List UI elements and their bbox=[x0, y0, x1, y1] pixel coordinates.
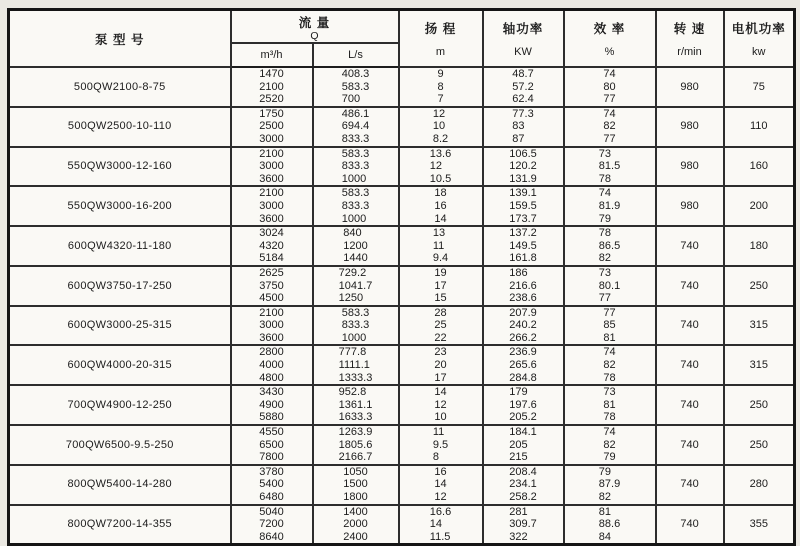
cell-motor-power: 200 bbox=[724, 186, 795, 226]
cell-pump-model: 800QW7200-14-355 bbox=[9, 505, 231, 545]
cell-pump-model: 800QW5400-14-280 bbox=[9, 465, 231, 505]
cell-shaft-power: 208.4 234.1 258.2 bbox=[483, 465, 564, 505]
cell-efficiency: 74 82 78 bbox=[564, 345, 656, 385]
table-row bbox=[9, 67, 795, 107]
table-row bbox=[9, 186, 795, 226]
col-subheader-flow-m3h: m³/h bbox=[231, 43, 313, 67]
cell-head: 12 10 8.2 bbox=[399, 107, 483, 147]
cell-pump-model: 500QW2100-8-75 bbox=[9, 67, 231, 107]
head-label: 扬 程 bbox=[424, 21, 457, 36]
cell-efficiency: 74 82 79 bbox=[564, 425, 656, 465]
cell-flow-ls: 583.3 833.3 1000 bbox=[313, 306, 399, 346]
table-row bbox=[9, 385, 795, 425]
cell-motor-power: 75 bbox=[724, 67, 795, 107]
cell-efficiency: 73 80.1 77 bbox=[564, 266, 656, 306]
cell-head: 28 25 22 bbox=[399, 306, 483, 346]
cell-efficiency: 74 82 77 bbox=[564, 107, 656, 147]
cell-flow-ls: 408.3 583.3 700 bbox=[313, 67, 399, 107]
pump-spec-table bbox=[7, 8, 796, 546]
col-header-flow bbox=[231, 10, 399, 44]
cell-head: 13.6 12 10.5 bbox=[399, 147, 483, 187]
table-row bbox=[9, 425, 795, 465]
cell-speed: 740 bbox=[656, 266, 724, 306]
cell-speed: 740 bbox=[656, 306, 724, 346]
cell-efficiency: 74 81.9 79 bbox=[564, 186, 656, 226]
cell-motor-power: 315 bbox=[724, 306, 795, 346]
cell-motor-power: 280 bbox=[724, 465, 795, 505]
table-header bbox=[9, 10, 795, 68]
cell-shaft-power: 207.9 240.2 266.2 bbox=[483, 306, 564, 346]
cell-flow-m3h: 3430 4900 5880 bbox=[231, 385, 313, 425]
cell-shaft-power: 137.2 149.5 161.8 bbox=[483, 226, 564, 266]
col-header-speed bbox=[656, 10, 724, 68]
cell-speed: 980 bbox=[656, 107, 724, 147]
cell-flow-m3h: 2100 3000 3600 bbox=[231, 147, 313, 187]
table-row bbox=[9, 505, 795, 545]
cell-flow-ls: 840 1200 1440 bbox=[313, 226, 399, 266]
cell-flow-ls: 1263.9 1805.6 2166.7 bbox=[313, 425, 399, 465]
cell-flow-m3h: 2800 4000 4800 bbox=[231, 345, 313, 385]
cell-pump-model: 550QW3000-12-160 bbox=[9, 147, 231, 187]
cell-efficiency: 74 80 77 bbox=[564, 67, 656, 107]
cell-head: 9 8 7 bbox=[399, 67, 483, 107]
col-header-pump-model: 泵 型 号 bbox=[9, 10, 231, 68]
cell-speed: 740 bbox=[656, 465, 724, 505]
col-header-head bbox=[399, 10, 483, 68]
cell-motor-power: 315 bbox=[724, 345, 795, 385]
cell-shaft-power: 106.5 120.2 131.9 bbox=[483, 147, 564, 187]
cell-motor-power: 110 bbox=[724, 107, 795, 147]
col-header-shaft-power bbox=[483, 10, 564, 68]
efficiency-unit: % bbox=[604, 45, 615, 58]
motor-power-label: 电机功率 bbox=[731, 21, 786, 36]
cell-flow-ls: 729.2 1041.7 1250 bbox=[313, 266, 399, 306]
cell-flow-m3h: 2625 3750 4500 bbox=[231, 266, 313, 306]
cell-flow-m3h: 5040 7200 8640 bbox=[231, 505, 313, 545]
cell-flow-m3h: 3780 5400 6480 bbox=[231, 465, 313, 505]
cell-flow-ls: 1400 2000 2400 bbox=[313, 505, 399, 545]
cell-head: 23 20 17 bbox=[399, 345, 483, 385]
cell-head: 16 14 12 bbox=[399, 465, 483, 505]
cell-head: 13 11 9.4 bbox=[399, 226, 483, 266]
cell-head: 18 16 14 bbox=[399, 186, 483, 226]
cell-pump-model: 550QW3000-16-200 bbox=[9, 186, 231, 226]
speed-unit: r/min bbox=[677, 45, 702, 58]
efficiency-label: 效 率 bbox=[593, 21, 626, 36]
cell-shaft-power: 184.1 205 215 bbox=[483, 425, 564, 465]
cell-shaft-power: 139.1 159.5 173.7 bbox=[483, 186, 564, 226]
cell-motor-power: 355 bbox=[724, 505, 795, 545]
cell-speed: 740 bbox=[656, 385, 724, 425]
cell-flow-ls: 777.8 1111.1 1333.3 bbox=[313, 345, 399, 385]
cell-flow-m3h: 4550 6500 7800 bbox=[231, 425, 313, 465]
cell-pump-model: 600QW3750-17-250 bbox=[9, 266, 231, 306]
cell-efficiency: 73 81 78 bbox=[564, 385, 656, 425]
table-row bbox=[9, 107, 795, 147]
cell-speed: 980 bbox=[656, 186, 724, 226]
col-subheader-flow-ls: L/s bbox=[313, 43, 399, 67]
cell-shaft-power: 281 309.7 322 bbox=[483, 505, 564, 545]
cell-speed: 980 bbox=[656, 67, 724, 107]
cell-shaft-power: 236.9 265.6 284.8 bbox=[483, 345, 564, 385]
cell-flow-m3h: 2100 3000 3600 bbox=[231, 306, 313, 346]
cell-efficiency: 73 81.5 78 bbox=[564, 147, 656, 187]
cell-efficiency: 77 85 81 bbox=[564, 306, 656, 346]
cell-pump-model: 600QW4000-20-315 bbox=[9, 345, 231, 385]
table-row bbox=[9, 306, 795, 346]
cell-motor-power: 250 bbox=[724, 425, 795, 465]
col-header-efficiency bbox=[564, 10, 656, 68]
table-body bbox=[9, 67, 795, 545]
cell-motor-power: 250 bbox=[724, 385, 795, 425]
cell-shaft-power: 179 197.6 205.2 bbox=[483, 385, 564, 425]
table-row bbox=[9, 465, 795, 505]
cell-pump-model: 500QW2500-10-110 bbox=[9, 107, 231, 147]
shaft-power-unit: KW bbox=[514, 45, 532, 58]
cell-flow-m3h: 3024 4320 5184 bbox=[231, 226, 313, 266]
cell-speed: 980 bbox=[656, 147, 724, 187]
cell-pump-model: 600QW4320-11-180 bbox=[9, 226, 231, 266]
table-row bbox=[9, 226, 795, 266]
table-row bbox=[9, 345, 795, 385]
cell-flow-ls: 583.3 833.3 1000 bbox=[313, 186, 399, 226]
cell-pump-model: 700QW6500-9.5-250 bbox=[9, 425, 231, 465]
cell-speed: 740 bbox=[656, 345, 724, 385]
cell-head: 14 12 10 bbox=[399, 385, 483, 425]
speed-label: 转 速 bbox=[673, 21, 706, 36]
shaft-power-label: 轴功率 bbox=[502, 21, 544, 36]
cell-pump-model: 700QW4900-12-250 bbox=[9, 385, 231, 425]
cell-flow-ls: 952.8 1361.1 1633.3 bbox=[313, 385, 399, 425]
cell-head: 19 17 15 bbox=[399, 266, 483, 306]
cell-flow-m3h: 2100 3000 3600 bbox=[231, 186, 313, 226]
flow-symbol: Q bbox=[310, 30, 319, 42]
head-unit: m bbox=[435, 45, 446, 58]
cell-shaft-power: 186 216.6 238.6 bbox=[483, 266, 564, 306]
cell-efficiency: 78 86.5 82 bbox=[564, 226, 656, 266]
cell-flow-m3h: 1750 2500 3000 bbox=[231, 107, 313, 147]
cell-flow-ls: 486.1 694.4 833.3 bbox=[313, 107, 399, 147]
cell-motor-power: 160 bbox=[724, 147, 795, 187]
cell-shaft-power: 48.7 57.2 62.4 bbox=[483, 67, 564, 107]
col-header-motor-power bbox=[724, 10, 795, 68]
cell-head: 11 9.5 8 bbox=[399, 425, 483, 465]
motor-power-unit: kw bbox=[752, 45, 766, 58]
table-row bbox=[9, 266, 795, 306]
cell-flow-ls: 1050 1500 1800 bbox=[313, 465, 399, 505]
cell-speed: 740 bbox=[656, 505, 724, 545]
cell-flow-m3h: 1470 2100 2520 bbox=[231, 67, 313, 107]
cell-shaft-power: 77.3 83 87 bbox=[483, 107, 564, 147]
cell-motor-power: 250 bbox=[724, 266, 795, 306]
cell-flow-ls: 583.3 833.3 1000 bbox=[313, 147, 399, 187]
cell-speed: 740 bbox=[656, 226, 724, 266]
cell-efficiency: 79 87.9 82 bbox=[564, 465, 656, 505]
flow-label: 流 量 bbox=[298, 16, 331, 30]
cell-pump-model: 600QW3000-25-315 bbox=[9, 306, 231, 346]
cell-head: 16.6 14 11.5 bbox=[399, 505, 483, 545]
cell-motor-power: 180 bbox=[724, 226, 795, 266]
table-row bbox=[9, 147, 795, 187]
cell-speed: 740 bbox=[656, 425, 724, 465]
cell-efficiency: 81 88.6 84 bbox=[564, 505, 656, 545]
